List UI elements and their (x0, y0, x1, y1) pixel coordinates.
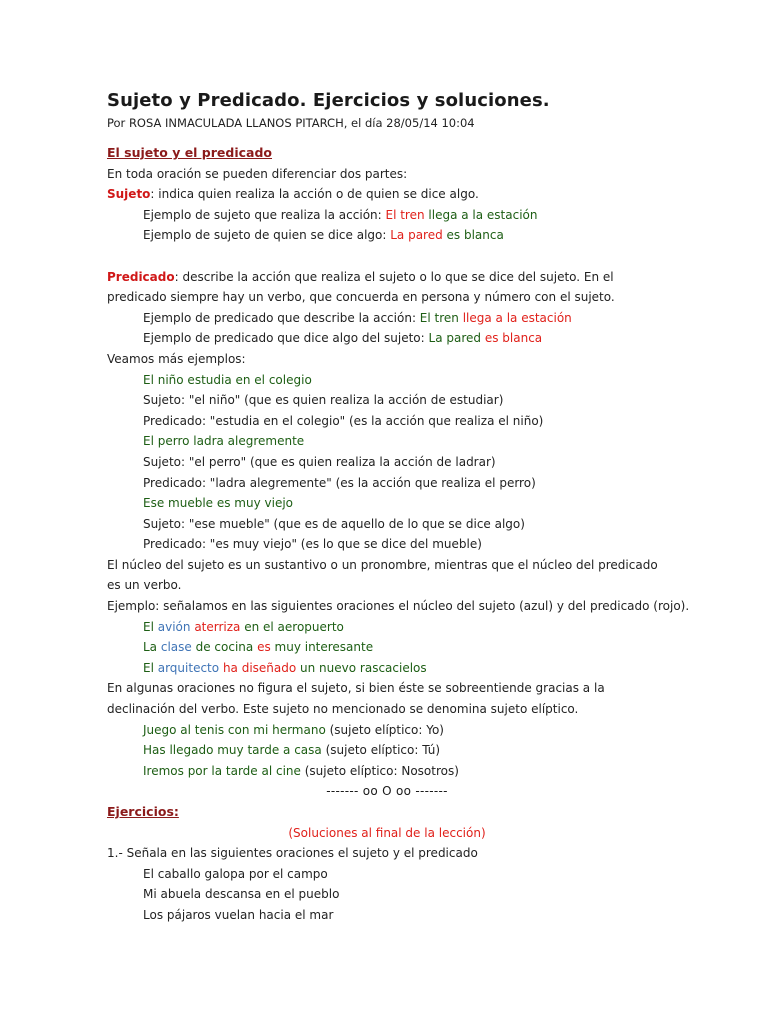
byline: Por ROSA INMACULADA LLANOS PITARCH, el día 28/05/14 10:04 (107, 116, 475, 130)
example-explanation: Sujeto: "el perro" (que es quien realiza la acción de ladrar) (143, 454, 496, 469)
example-line: Ejemplo de predicado que dice algo del sujeto: La pared es blanca (143, 331, 543, 346)
document-body (107, 143, 690, 926)
page-title: Sujeto y Predicado. Ejercicios y soluciones. (107, 90, 550, 111)
term-sujeto: Sujeto (107, 187, 151, 202)
elliptic-example: Iremos por la tarde al cine (sujeto elíptico: Nosotros) (143, 763, 459, 778)
example-explanation: Predicado: "es muy viejo" (es lo que se dice del mueble) (143, 537, 482, 552)
predicate-highlight: llega a la estación (458, 310, 572, 325)
paragraph: El núcleo del sujeto es un sustantivo o un pronombre, mientras que el núcleo del predicado es un verbo. (107, 557, 658, 593)
example-line: Ejemplo de predicado que describe la acción: El tren llega a la estación (143, 310, 572, 325)
subject-highlight: El tren (385, 207, 425, 222)
section-heading: Ejercicios: (107, 804, 179, 819)
paragraph: En algunas oraciones no figura el sujeto, si bien éste se sobreentiende gracias a la declinación del verbo. Este sujeto no mencionado se denomina sujeto elíptico. (107, 681, 605, 717)
predicate-nucleus: aterriza (194, 619, 241, 634)
example-explanation: Sujeto: "ese mueble" (que es de aquello de lo que se dice algo) (143, 516, 525, 531)
predicate-highlight: es blanca (481, 331, 543, 346)
paragraph: Ejemplo: señalamos en las siguientes oraciones el núcleo del sujeto (azul) y del predicado (rojo). (107, 599, 690, 614)
exercise-item: Mi abuela descansa en el pueblo (143, 887, 340, 902)
paragraph: En toda oración se pueden diferenciar dos partes: (107, 166, 408, 181)
example-sentence: El niño estudia en el colegio (143, 372, 312, 387)
elliptic-example: Has llegado muy tarde a casa (sujeto elíptico: Tú) (143, 743, 441, 758)
example-line: Ejemplo de sujeto que realiza la acción: El tren llega a la estación (143, 207, 538, 222)
example-line: Ejemplo de sujeto de quien se dice algo: La pared es blanca (143, 228, 504, 243)
definition-predicado: Predicado: describe la acción que realiza el sujeto o lo que se dice del sujeto. En el predicado siempre hay un verbo, que concuerda en persona y número con el sujeto. (107, 269, 615, 305)
predicate-nucleus: es (257, 640, 271, 655)
subject-nucleus: avión (157, 619, 191, 634)
example-sentence: Ese mueble es muy viejo (143, 496, 294, 511)
separator: ------- oo O oo ------- (326, 784, 448, 799)
definition-sujeto: Sujeto: indica quien realiza la acción o de quien se dice algo. (107, 187, 479, 202)
elliptic-example: Juego al tenis con mi hermano (sujeto elíptico: Yo) (143, 722, 444, 737)
term-predicado: Predicado (107, 269, 175, 284)
nucleus-example: La clase de cocina es muy interesante (143, 640, 374, 655)
exercise-item: El caballo galopa por el campo (143, 866, 328, 881)
exercise-item: Los pájaros vuelan hacia el mar (143, 907, 334, 922)
example-explanation: Predicado: "ladra alegremente" (es la acción que realiza el perro) (143, 475, 536, 490)
subject-nucleus: clase (160, 640, 192, 655)
solutions-note: (Soluciones al final de la lección) (288, 825, 486, 840)
subject-nucleus: arquitecto (157, 660, 220, 675)
example-explanation: Sujeto: "el niño" (que es quien realiza la acción de estudiar) (143, 393, 504, 408)
exercise-question: 1.- Señala en las siguientes oraciones el sujeto y el predicado (107, 846, 478, 861)
subject-highlight: La pared (390, 228, 443, 243)
example-sentence: El perro ladra alegremente (143, 434, 305, 449)
predicate-nucleus: ha diseñado (222, 660, 297, 675)
paragraph: Veamos más ejemplos: (107, 351, 246, 366)
example-explanation: Predicado: "estudia en el colegio" (es la acción que realiza el niño) (143, 413, 544, 428)
nucleus-example: El arquitecto ha diseñado un nuevo rascacielos (143, 660, 427, 675)
section-heading: El sujeto y el predicado (107, 145, 273, 160)
nucleus-example: El avión aterriza en el aeropuerto (143, 619, 344, 634)
